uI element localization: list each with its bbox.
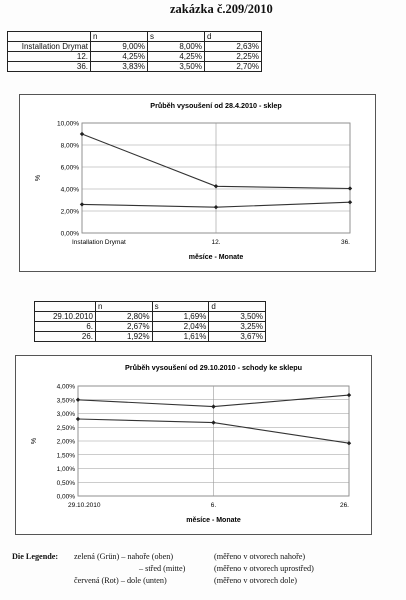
legend-row bbox=[12, 551, 314, 563]
page-title: zakázka č.209/2010 bbox=[170, 2, 273, 16]
table-cell: 4,25% bbox=[148, 52, 205, 62]
table-header-cell bbox=[35, 302, 96, 312]
chart-title: Průběh vysoušení od 29.10.2010 - schody ke sklepu bbox=[125, 363, 302, 372]
x-tick-label: 12. bbox=[211, 239, 221, 246]
y-tick-label: 4,00% bbox=[56, 383, 75, 391]
table-cell: 12. bbox=[8, 52, 91, 62]
drying-chart-stairs bbox=[16, 356, 371, 534]
table-cell: 3,25% bbox=[209, 322, 266, 332]
y-tick-label: 2,00% bbox=[60, 208, 79, 216]
table-header-cell bbox=[8, 32, 91, 42]
legend-key: zelená (Grün) – nahoře (oben) bbox=[74, 552, 174, 561]
table-header-row bbox=[35, 302, 266, 312]
table-header-cell: s bbox=[148, 32, 205, 42]
table-row bbox=[35, 322, 266, 332]
table-cell: 3,67% bbox=[209, 332, 266, 342]
x-tick-label: 36. bbox=[340, 239, 350, 246]
legend-row bbox=[12, 575, 314, 587]
table-cell: 3,50% bbox=[209, 312, 266, 322]
y-tick-label: 4,00% bbox=[60, 186, 79, 194]
table-cell: 26. bbox=[35, 332, 96, 342]
y-tick-label: 8,00% bbox=[60, 142, 79, 150]
table-cell: 29.10.2010 bbox=[35, 312, 96, 322]
y-tick-label: 0,00% bbox=[60, 230, 79, 238]
chart-panel-1 bbox=[19, 94, 376, 272]
table-row bbox=[8, 42, 262, 52]
y-tick-label: 10,00% bbox=[56, 120, 79, 128]
y-tick-label: 1,00% bbox=[56, 466, 75, 473]
table-cell: Installation Drymat bbox=[8, 42, 91, 52]
table-cell: 2,80% bbox=[96, 312, 153, 322]
table-cell: 4,25% bbox=[91, 52, 148, 62]
table-cell: 2,04% bbox=[152, 322, 209, 332]
chart-panel-2 bbox=[15, 355, 372, 535]
table-cell: 2,67% bbox=[96, 322, 153, 332]
table-row bbox=[8, 52, 262, 62]
data-table-2 bbox=[34, 301, 266, 342]
table-cell: 2,63% bbox=[205, 42, 262, 52]
table-cell: 3,83% bbox=[91, 62, 148, 72]
y-tick-label: 3,00% bbox=[56, 411, 75, 418]
legend-block bbox=[12, 551, 314, 587]
legend-desc: (měřeno v otvorech dole) bbox=[214, 576, 297, 585]
table-header-cell: d bbox=[205, 32, 262, 42]
table-cell: 2,70% bbox=[205, 62, 262, 72]
y-tick-label: 2,50% bbox=[56, 424, 75, 432]
x-tick-label: 26. bbox=[339, 502, 349, 509]
legend-desc: (měřeno v otvorech nahoře) bbox=[214, 552, 306, 561]
legend-key: – střed (mitte) bbox=[139, 564, 186, 573]
y-axis-label: % bbox=[35, 174, 42, 182]
table-cell: 3,50% bbox=[148, 62, 205, 72]
x-tick-label: Installation Drymat bbox=[72, 239, 126, 246]
table-header-cell: n bbox=[96, 302, 153, 312]
table-row bbox=[8, 62, 262, 72]
table-header-cell: d bbox=[209, 302, 266, 312]
x-tick-label: 29.10.2010 bbox=[68, 502, 101, 509]
x-tick-label: 6. bbox=[210, 502, 217, 509]
table-cell: 1,69% bbox=[152, 312, 209, 322]
table-cell: 2,25% bbox=[205, 52, 262, 62]
table-cell: 8,00% bbox=[148, 42, 205, 52]
x-axis-label: měsíce - Monate bbox=[188, 254, 244, 261]
table-cell: 36. bbox=[8, 62, 91, 72]
table-header-row bbox=[8, 32, 262, 42]
y-tick-label: 0,50% bbox=[56, 479, 75, 487]
x-axis-label: měsíce - Monate bbox=[186, 517, 241, 524]
y-tick-label: 3,50% bbox=[56, 397, 75, 405]
legend-desc: (měřeno v otvorech uprostřed) bbox=[214, 564, 314, 573]
drying-chart-cellar bbox=[20, 95, 375, 271]
legend-label: Die Legende: bbox=[12, 552, 59, 561]
y-tick-label: 0,00% bbox=[56, 493, 75, 501]
table-cell: 9,00% bbox=[91, 42, 148, 52]
table-header-cell: n bbox=[91, 32, 148, 42]
table-cell: 1,92% bbox=[96, 332, 153, 342]
y-axis-label: % bbox=[31, 437, 38, 445]
table-row bbox=[35, 312, 266, 322]
y-tick-label: 2,00% bbox=[56, 438, 75, 446]
y-tick-label: 1,50% bbox=[56, 452, 75, 460]
y-tick-label: 6,00% bbox=[60, 164, 79, 172]
table-row bbox=[35, 332, 266, 342]
chart-title: Průběh vysoušení od 28.4.2010 - sklep bbox=[150, 101, 282, 110]
data-table-1 bbox=[7, 31, 262, 72]
legend-key: červená (Rot) – dole (unten) bbox=[74, 576, 167, 585]
table-cell: 6. bbox=[35, 322, 96, 332]
table-header-cell: s bbox=[152, 302, 209, 312]
table-cell: 1,61% bbox=[152, 332, 209, 342]
legend-row bbox=[12, 563, 314, 575]
